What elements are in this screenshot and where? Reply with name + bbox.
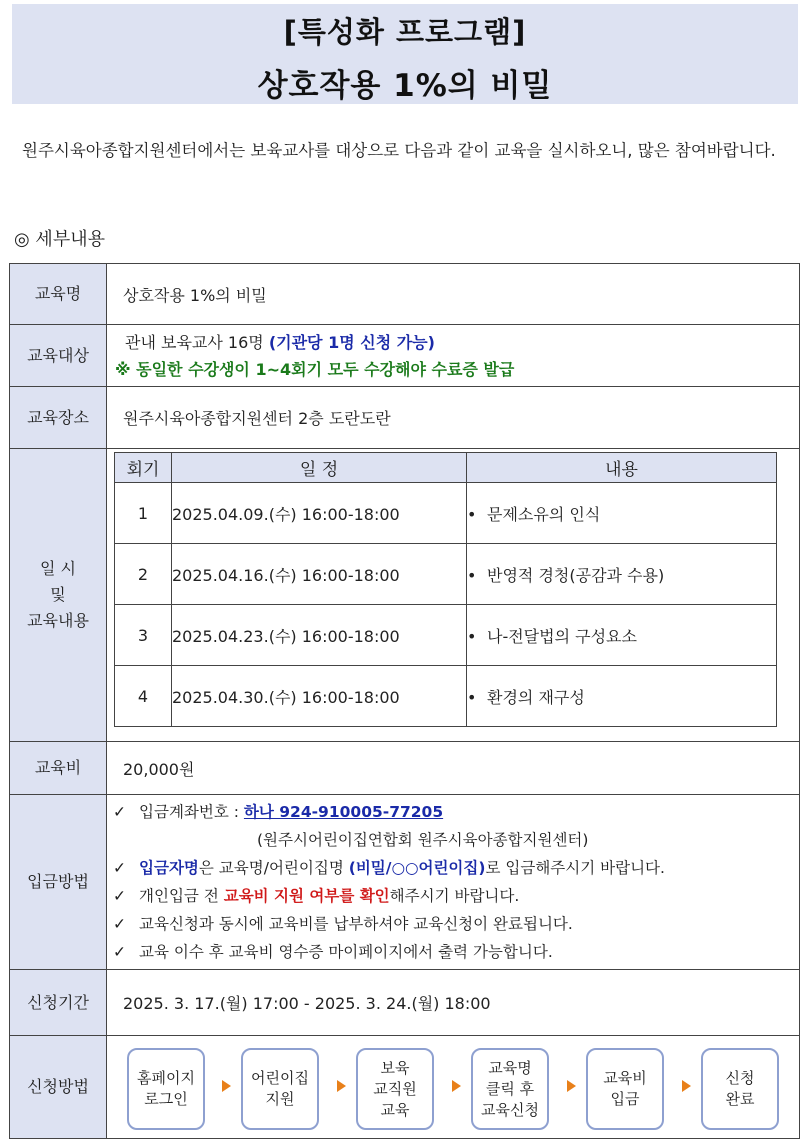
arrow-right-icon [337, 1080, 346, 1092]
row-target [10, 325, 800, 387]
check-icon: ✓ [113, 803, 126, 821]
label-target: 교육대상 [10, 325, 107, 387]
payment-text: 로 입금해주시기 바랍니다. [485, 859, 665, 877]
table-row [115, 544, 777, 605]
value-fee: 20,000원 [107, 742, 800, 795]
step-daycare-support: 어린이집 지원 [241, 1048, 319, 1130]
session-content-text: 나-전달법의 구성요소 [487, 626, 637, 646]
row-method [10, 1036, 800, 1139]
label-name: 교육명 [10, 264, 107, 325]
title-banner [12, 4, 798, 104]
step-complete: 신청 완료 [701, 1048, 779, 1130]
depositor-name: 입금자명 [139, 859, 199, 877]
session-content [467, 605, 777, 666]
bullet-icon: • [467, 626, 477, 646]
session-date: 2025.04.16.(수) 16:00-18:00 [172, 544, 467, 605]
table-row [115, 483, 777, 544]
session-no: 2 [115, 544, 172, 605]
session-content-text: 환경의 재구성 [487, 687, 585, 707]
payment-text: 교육 이수 후 교육비 영수증 마이페이지에서 출력 가능합니다. [139, 943, 553, 961]
row-place [10, 387, 800, 449]
label-period: 신청기간 [10, 970, 107, 1036]
payment-text: 은 교육명/어린이집명 [198, 859, 349, 877]
page-title: [특성화 프로그램] [283, 15, 527, 49]
target-highlight: (기관당 1명 신청 가능) [268, 332, 435, 352]
check-icon: ✓ [113, 943, 126, 961]
label-payment: 입금방법 [10, 795, 107, 970]
check-icon: ✓ [113, 887, 126, 905]
payment-line-2 [107, 854, 799, 882]
payment-line-3 [107, 882, 799, 910]
session-date: 2025.04.23.(수) 16:00-18:00 [172, 605, 467, 666]
bullet-icon: • [467, 504, 477, 524]
session-date: 2025.04.09.(수) 16:00-18:00 [172, 483, 467, 544]
payment-text: 교육신청과 동시에 교육비를 납부하셔야 교육신청이 완료됩니다. [139, 915, 573, 933]
row-name [10, 264, 800, 325]
schedule-cell [107, 449, 800, 742]
label-fee: 교육비 [10, 742, 107, 795]
header-date: 일 정 [172, 453, 467, 483]
arrow-right-icon [222, 1080, 231, 1092]
value-name: 상호작용 1%의 비밀 [107, 264, 800, 325]
label-schedule-1: 일 시 [40, 559, 76, 578]
step-staff-education: 보육 교직원 교육 [356, 1048, 434, 1130]
session-content [467, 666, 777, 727]
session-content [467, 483, 777, 544]
check-icon: ✓ [113, 859, 126, 877]
session-no: 1 [115, 483, 172, 544]
schedule-header [115, 453, 777, 483]
session-date: 2025.04.30.(수) 16:00-18:00 [172, 666, 467, 727]
bullet-icon: • [467, 687, 477, 707]
target-value: 관내 보육교사 16명 [125, 332, 264, 352]
account-label: 입금계좌번호 : [139, 803, 244, 821]
depositor-format: (비밀/○○어린이집) [348, 859, 486, 877]
payment-line-5 [107, 938, 799, 966]
payment-line-account [107, 798, 799, 826]
session-content-text: 반영적 경청(공감과 수용) [487, 565, 665, 585]
value-target [107, 325, 800, 387]
step-pay-fee: 교육비 입금 [586, 1048, 664, 1130]
bullet-icon: • [467, 565, 477, 585]
page-subtitle: 상호작용 1%의 비밀 [257, 68, 553, 104]
method-steps [107, 1037, 799, 1137]
payment-cell [107, 795, 800, 970]
check-icon: ✓ [113, 915, 126, 933]
account-holder: (원주시어린이집연합회 원주시육아종합지원센터) [257, 831, 589, 849]
account-number[interactable]: 하나 924-910005-77205 [243, 803, 444, 821]
table-row [115, 666, 777, 727]
arrow-right-icon [452, 1080, 461, 1092]
payment-text: 개인입금 전 [139, 887, 224, 905]
label-method: 신청방법 [10, 1036, 107, 1139]
label-place: 교육장소 [10, 387, 107, 449]
label-schedule-3: 교육내용 [27, 611, 89, 630]
row-schedule [10, 449, 800, 742]
session-no: 3 [115, 605, 172, 666]
header-content: 내용 [467, 453, 777, 483]
row-payment [10, 795, 800, 970]
table-row [115, 605, 777, 666]
step-click-apply: 교육명 클릭 후 교육신청 [471, 1048, 549, 1130]
payment-line-4 [107, 910, 799, 938]
row-fee [10, 742, 800, 795]
label-schedule [10, 449, 107, 742]
method-cell [107, 1036, 800, 1139]
support-check-note: 교육비 지원 여부를 확인 [223, 887, 390, 905]
arrow-right-icon [567, 1080, 576, 1092]
schedule-table [114, 452, 777, 727]
intro-text: 원주시육아종합지원센터에서는 보육교사를 대상으로 다음과 같이 교육을 실시하오니, 많은 참여바랍니다. [22, 141, 776, 160]
arrow-right-icon [682, 1080, 691, 1092]
session-no: 4 [115, 666, 172, 727]
row-period [10, 970, 800, 1036]
value-place: 원주시육아종합지원센터 2층 도란도란 [107, 387, 800, 449]
details-table [9, 263, 800, 1139]
session-content-text: 문제소유의 인식 [487, 504, 601, 524]
target-note: ※ 동일한 수강생이 1~4회기 모두 수강해야 수료증 발급 [115, 359, 515, 379]
header-session: 회기 [115, 453, 172, 483]
session-content [467, 544, 777, 605]
label-schedule-2: 및 [50, 585, 66, 604]
section-title: ◎ 세부내용 [14, 229, 105, 250]
payment-text: 해주시기 바랍니다. [389, 887, 520, 905]
value-period: 2025. 3. 17.(월) 17:00 - 2025. 3. 24.(월) 18:00 [107, 970, 800, 1036]
step-homepage-login: 홈페이지 로그인 [127, 1048, 205, 1130]
